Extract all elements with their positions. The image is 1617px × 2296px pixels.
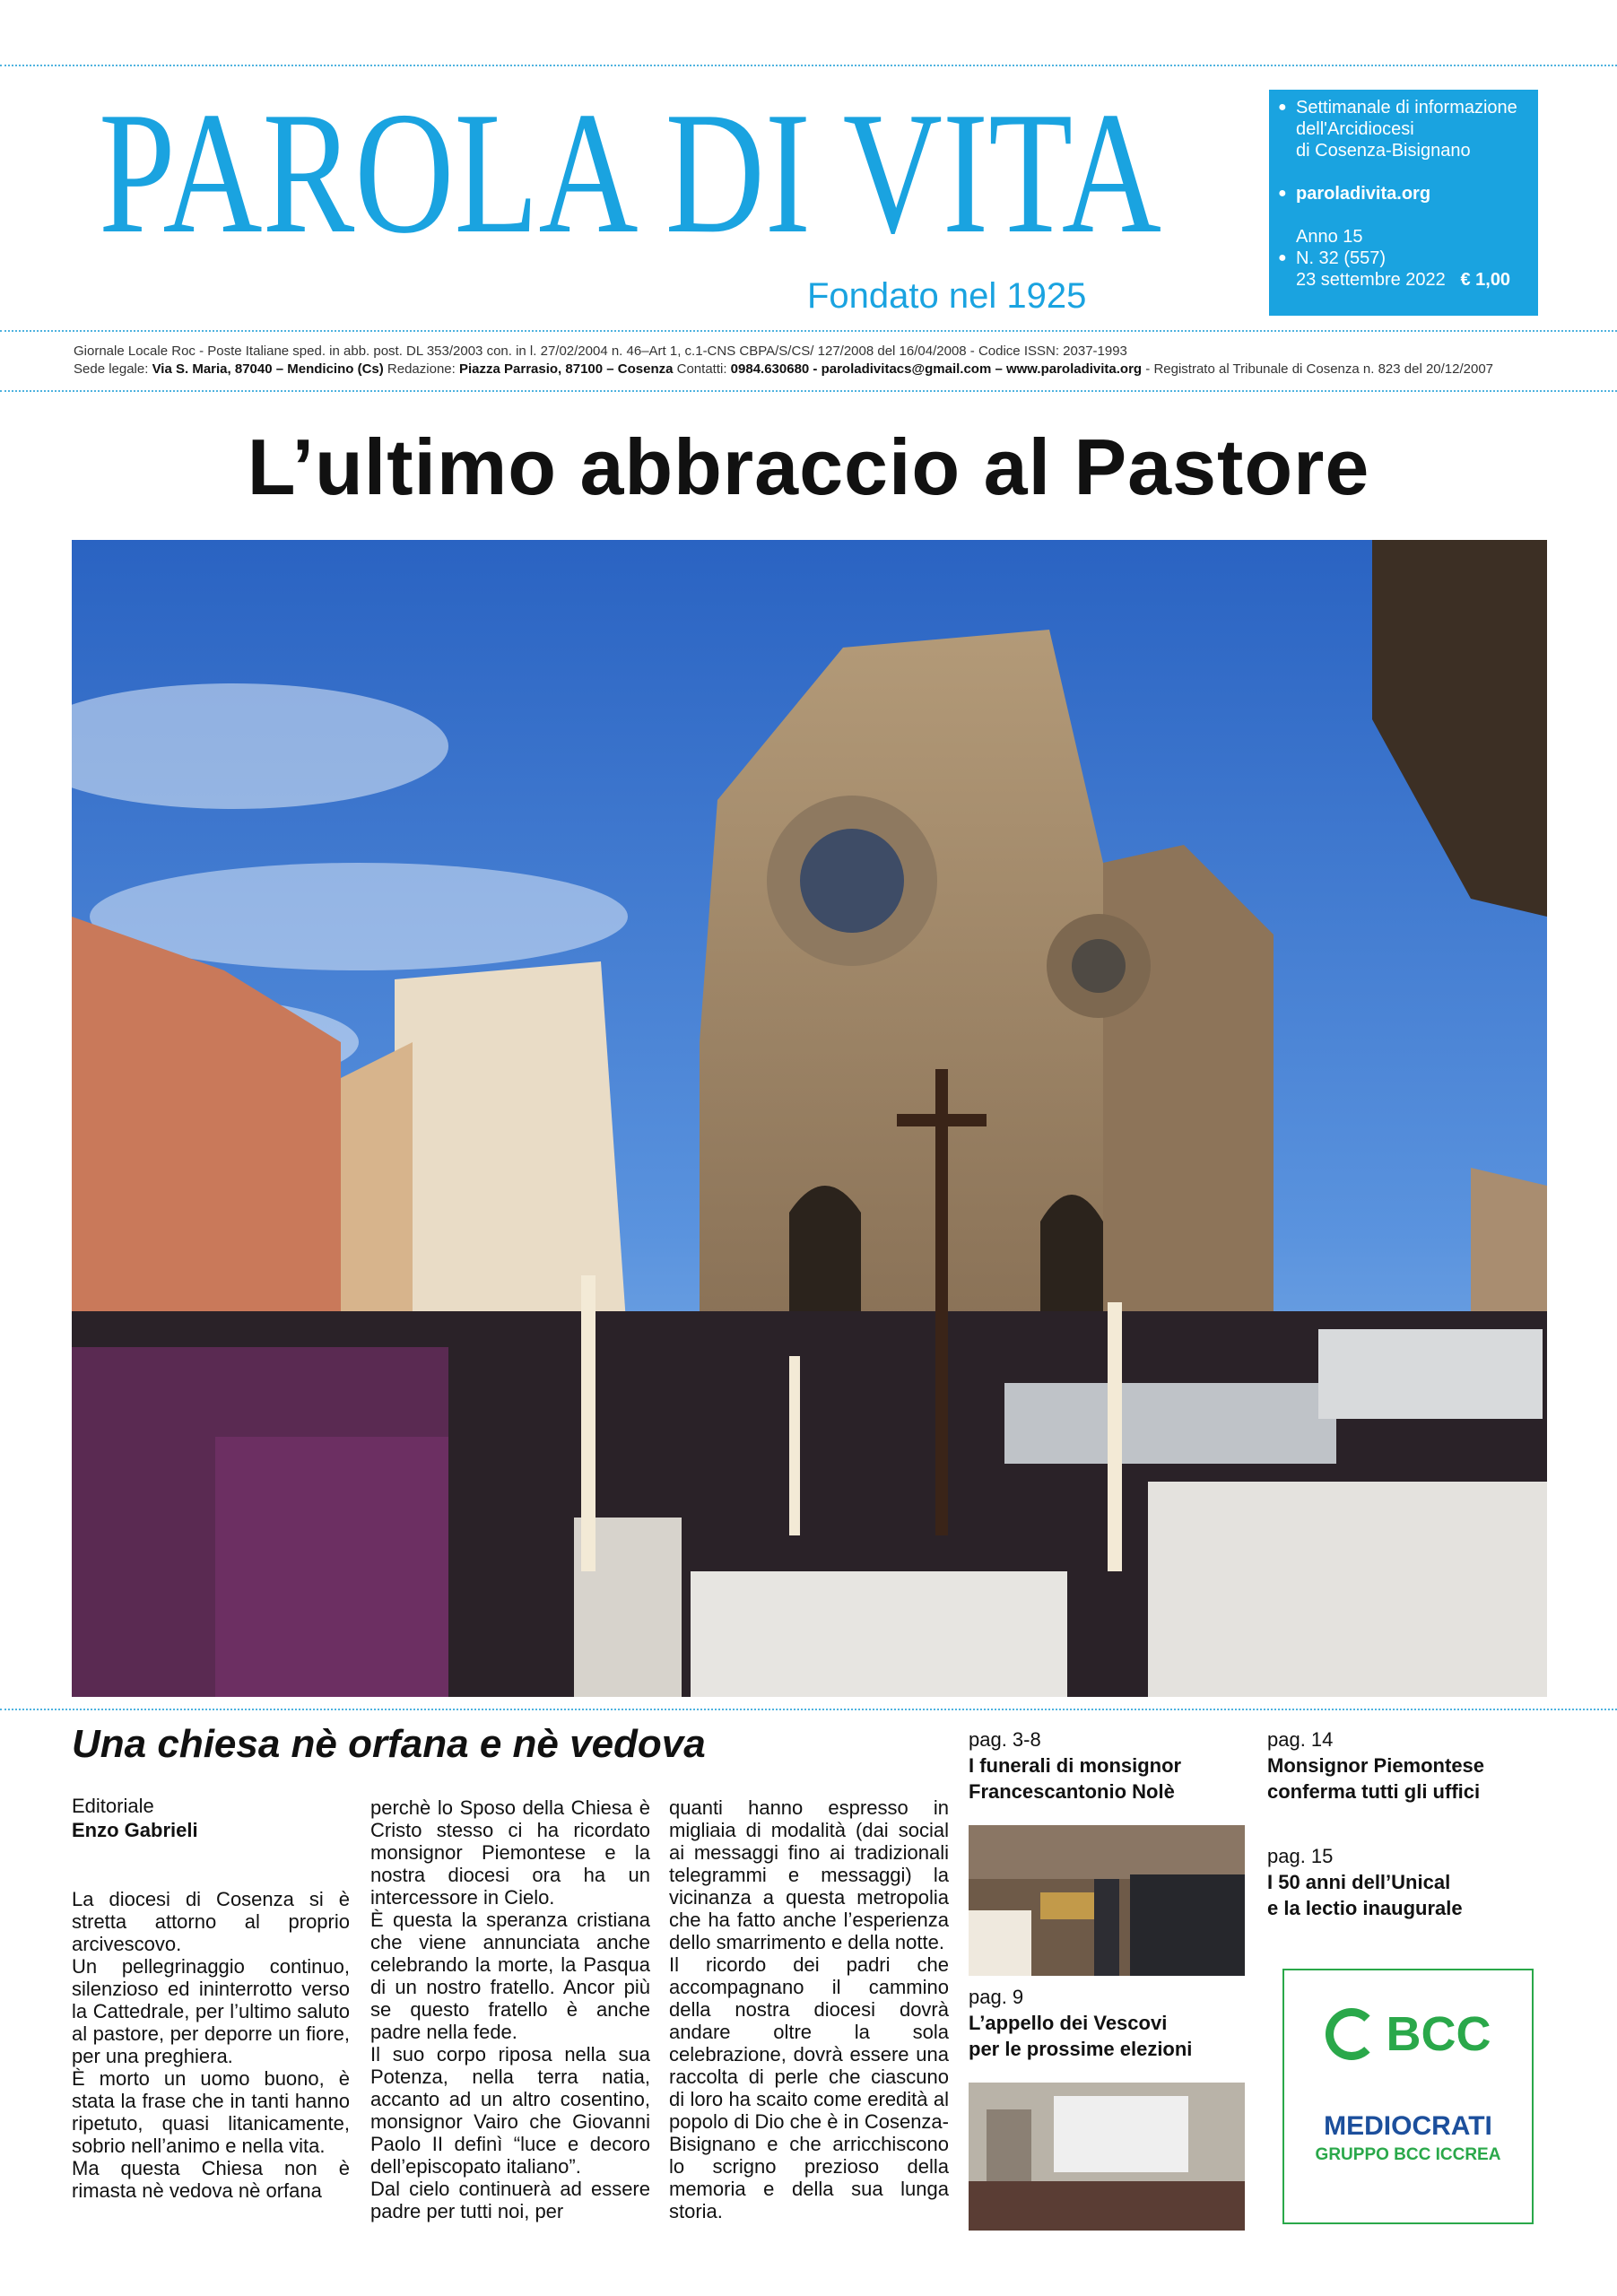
- paragraph: Dal cielo continuerà ad essere padre per tutti noi, per: [370, 2178, 650, 2222]
- legal-line-1: Giornale Locale Roc - Poste Italiane sped. in abb. post. DL 353/2003 con. in l. 27/02/2004 n. 46–Art 1, c.1-CNS CBPA/S/CS/ 127/2008 del 16/04/2008 - Codice ISSN: 2037-1993: [74, 344, 1127, 359]
- founded-label: Fondato nel 1925: [807, 276, 1087, 316]
- bullet-icon: ●: [1278, 100, 1287, 115]
- paragraph: È morto un uomo buono, è stata la frase che in tanti hanno ripetuto, quasi litanicamente, sobrio nell’animo e nella vita.: [72, 2067, 350, 2157]
- paragraph: perchè lo Sposo della Chiesa è Cristo stesso ci ha ricordato monsignor Piemontese e la nostra diocesi ora ha un intercessore in Cielo.: [370, 1796, 650, 1909]
- teaser-title: e la lectio inaugurale: [1267, 1897, 1463, 1919]
- editorial-col-3: [669, 1796, 949, 2222]
- paragraph: Un pellegrinaggio continuo, silenzioso ed ininterrotto verso la Cattedrale, per l’ultimo saluto al pastore, per deporre un fiore, per una preghiera.: [72, 1955, 350, 2067]
- info-line2: dell'Arcidiocesi: [1296, 119, 1414, 139]
- funerali-photo: [969, 1825, 1245, 1976]
- ad-line1: MEDIOCRATI: [1324, 2111, 1492, 2141]
- teaser-title: conferma tutti gli uffici: [1267, 1780, 1481, 1803]
- teaser-page: pag. 15: [1267, 1845, 1334, 1867]
- top-divider: [0, 65, 1617, 66]
- paragraph: Il suo corpo riposa nella sua Potenza, nella terra natia, accanto ad un altro cosentino, monsignor Vairo che Giovanni Paolo II definì “luce e decoro dell’episcopato italiano”.: [370, 2043, 650, 2178]
- legal-line-2: Sede legale: Via S. Maria, 87040 – Mendicino (Cs) Redazione: Piazza Parrasio, 87100 – Cosenza Contatti: 0984.630680 - paroladivitacs@gmail.com – www.paroladivita.org - Registrato al Tribunale di Cosenza n. 823 del 20/12/2007: [74, 361, 1494, 377]
- info-anno: Anno 15: [1296, 227, 1363, 247]
- ad-line2: GRUPPO BCC ICCREA: [1315, 2145, 1501, 2164]
- editorial-byline: [72, 1794, 350, 1842]
- teaser-page: pag. 9: [969, 1986, 1024, 2008]
- main-headline: L’ultimo abbraccio al Pastore: [247, 422, 1370, 511]
- masthead-title: [99, 79, 1166, 276]
- teaser-page: pag. 14: [1267, 1728, 1334, 1751]
- editorial-title: Una chiesa nè orfana e nè vedova: [72, 1722, 706, 1766]
- teaser-funerali[interactable]: [969, 1726, 1238, 1805]
- appello-photo: [969, 2083, 1245, 2231]
- teaser-uffici[interactable]: [1267, 1726, 1554, 1805]
- bullet-icon: ●: [1278, 250, 1287, 265]
- info-numero: N. 32 (557): [1296, 248, 1387, 268]
- issue-info-box: [1269, 90, 1538, 316]
- legal-info: [74, 343, 1562, 378]
- info-price: € 1,00: [1460, 270, 1511, 290]
- paragraph: Ma questa Chiesa non è rimasta nè vedova nè orfana: [72, 2157, 350, 2202]
- photo-divider: [0, 1709, 1617, 1710]
- website-link[interactable]: paroladivita.org: [1296, 184, 1431, 204]
- svg-text:PAROLA DI VITA: PAROLA DI VITA: [99, 79, 1161, 270]
- paragraph: È questa la speranza cristiana che viene annunciata anche celebrando la morte, la Pasqua di un nostro fratello. Ancor più se questo fratello è anche padre nella fede.: [370, 1909, 650, 2043]
- teaser-title: I 50 anni dell’Unical: [1267, 1871, 1451, 1893]
- legal-divider: [0, 390, 1617, 392]
- teaser-title: per le prossime elezioni: [969, 2038, 1193, 2060]
- section-label: Editoriale: [72, 1795, 154, 1817]
- teaser-title: Francescantonio Nolè: [969, 1780, 1175, 1803]
- teaser-unical[interactable]: [1267, 1843, 1554, 1921]
- paragraph: La diocesi di Cosenza si è stretta attorno al proprio arcivescovo.: [72, 1888, 350, 1955]
- info-line3: di Cosenza-Bisignano: [1296, 141, 1471, 161]
- bullet-icon: ●: [1278, 186, 1287, 201]
- teaser-appello[interactable]: [969, 1984, 1256, 2062]
- cathedral-photo: [72, 540, 1547, 1697]
- masthead-divider: [0, 330, 1617, 332]
- bcc-advertisement[interactable]: [1282, 1969, 1534, 2224]
- bcc-logo-icon: [1326, 2008, 1378, 2060]
- teaser-title: L’appello dei Vescovi: [969, 2012, 1168, 2034]
- paragraph: quanti hanno espresso in migliaia di modalità (dai social ai messaggi fino ai tradizionali telegrammi e messaggi) la vicinanza a questa metropolia che ha fatto anche l’esperienza dello smarrimento e della notte.: [669, 1796, 949, 1953]
- info-line1: Settimanale di informazione: [1296, 98, 1517, 117]
- teaser-page: pag. 3-8: [969, 1728, 1041, 1751]
- teaser-title: I funerali di monsignor: [969, 1754, 1182, 1777]
- teaser-title: Monsignor Piemontese: [1267, 1754, 1485, 1777]
- author-name: Enzo Gabrieli: [72, 1819, 198, 1841]
- editorial-col-2: [370, 1796, 650, 2222]
- info-date: 23 settembre 2022: [1296, 270, 1446, 290]
- paragraph: Il ricordo dei padri che accompagnano il cammino della nostra diocesi dovrà andare oltre la sola celebrazione, dovrà essere una raccolta di perle che ciascuno di loro ha scaito come eredità al popolo di Dio che è in Cosenza-Bisignano e che arricchiscono lo scrigno prezioso della memoria e della sua lunga storia.: [669, 1953, 949, 2222]
- ad-brand: BCC: [1386, 2007, 1491, 2061]
- editorial-col-1: [72, 1888, 350, 2202]
